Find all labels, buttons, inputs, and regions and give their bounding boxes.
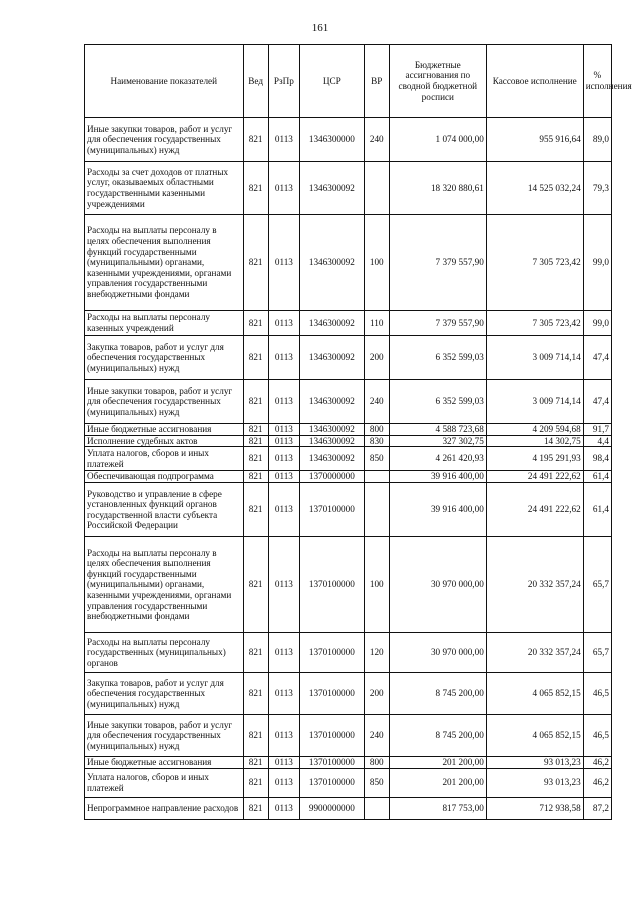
cell-ved: 821 bbox=[243, 380, 268, 424]
cell-cash: 4 065 852,15 bbox=[486, 715, 583, 757]
cell-ved: 821 bbox=[243, 715, 268, 757]
budget-execution-table bbox=[84, 44, 632, 820]
cell-ved: 821 bbox=[243, 336, 268, 380]
cell-budget: 18 320 880,61 bbox=[389, 162, 486, 215]
cell-cash: 3 009 714,14 bbox=[486, 380, 583, 424]
cell-cash: 24 491 222,62 bbox=[486, 483, 583, 537]
cell-cash: 4 065 852,15 bbox=[486, 673, 583, 715]
table-row bbox=[85, 757, 612, 769]
cell-budget: 201 200,00 bbox=[389, 757, 486, 769]
cell-ved: 821 bbox=[243, 471, 268, 483]
cell-cash: 3 009 714,14 bbox=[486, 336, 583, 380]
cell-name: Руководство и управление в сфере установленных функций органов государственной власти субъекта Российской Федерации bbox=[85, 483, 244, 537]
header-name: Наименование показателей bbox=[85, 45, 244, 118]
cell-vr: 240 bbox=[364, 715, 389, 757]
cell-pct: 91,7 bbox=[583, 424, 611, 436]
cell-vr: 120 bbox=[364, 633, 389, 673]
cell-vr bbox=[364, 797, 389, 819]
cell-pct: 65,7 bbox=[583, 633, 611, 673]
cell-budget: 8 745 200,00 bbox=[389, 715, 486, 757]
cell-vr bbox=[364, 471, 389, 483]
cell-csr: 1370100000 bbox=[300, 715, 365, 757]
cell-name: Иные бюджетные ассигнования bbox=[85, 757, 244, 769]
cell-rzpr: 0113 bbox=[268, 768, 299, 797]
cell-name: Уплата налогов, сборов и иных платежей bbox=[85, 768, 244, 797]
cell-cash: 24 491 222,62 bbox=[486, 471, 583, 483]
header-budget: Бюджетные ассигнования по сводной бюджетной росписи bbox=[389, 45, 486, 118]
cell-pct: 61,4 bbox=[583, 471, 611, 483]
table-row bbox=[85, 768, 612, 797]
cell-cash: 14 525 032,24 bbox=[486, 162, 583, 215]
cell-vr: 100 bbox=[364, 215, 389, 311]
cell-name: Исполнение судебных актов bbox=[85, 435, 244, 447]
cell-vr: 100 bbox=[364, 537, 389, 633]
table-row bbox=[85, 380, 612, 424]
cell-csr: 1346300092 bbox=[300, 215, 365, 311]
cell-rzpr: 0113 bbox=[268, 715, 299, 757]
table-row bbox=[85, 447, 612, 471]
cell-name: Расходы на выплаты персоналу в целях обеспечения выполнения функций государственными (муниципальными) органами, казенными учреждениями, органами управления государственными внебюджетными фондами bbox=[85, 215, 244, 311]
cell-cash: 93 013,23 bbox=[486, 768, 583, 797]
table-row bbox=[85, 673, 612, 715]
cell-name: Иные закупки товаров, работ и услуг для обеспечения государственных (муниципальных) нужд bbox=[85, 118, 244, 162]
cell-rzpr: 0113 bbox=[268, 215, 299, 311]
cell-cash: 7 305 723,42 bbox=[486, 215, 583, 311]
cell-name: Иные бюджетные ассигнования bbox=[85, 424, 244, 436]
cell-rzpr: 0113 bbox=[268, 336, 299, 380]
cell-vr: 240 bbox=[364, 118, 389, 162]
cell-rzpr: 0113 bbox=[268, 471, 299, 483]
table-row bbox=[85, 797, 612, 819]
cell-budget: 39 916 400,00 bbox=[389, 471, 486, 483]
cell-ved: 821 bbox=[243, 215, 268, 311]
cell-csr: 1346300092 bbox=[300, 311, 365, 336]
cell-cash: 20 332 357,24 bbox=[486, 537, 583, 633]
cell-name: Расходы на выплаты персоналу казенных учреждений bbox=[85, 311, 244, 336]
cell-csr: 1370100000 bbox=[300, 537, 365, 633]
cell-vr: 850 bbox=[364, 768, 389, 797]
cell-csr: 9900000000 bbox=[300, 797, 365, 819]
cell-name: Закупка товаров, работ и услуг для обеспечения государственных (муниципальных) нужд bbox=[85, 336, 244, 380]
cell-pct: 46,2 bbox=[583, 757, 611, 769]
cell-vr: 200 bbox=[364, 673, 389, 715]
cell-ved: 821 bbox=[243, 757, 268, 769]
table-row bbox=[85, 483, 612, 537]
cell-budget: 817 753,00 bbox=[389, 797, 486, 819]
header-pct: % исполнения bbox=[583, 45, 611, 118]
cell-csr: 1370000000 bbox=[300, 471, 365, 483]
cell-pct: 46,2 bbox=[583, 768, 611, 797]
cell-csr: 1346300092 bbox=[300, 162, 365, 215]
cell-csr: 1346300092 bbox=[300, 336, 365, 380]
cell-rzpr: 0113 bbox=[268, 757, 299, 769]
cell-pct: 46,5 bbox=[583, 715, 611, 757]
cell-pct: 47,4 bbox=[583, 380, 611, 424]
cell-pct: 99,0 bbox=[583, 215, 611, 311]
cell-ved: 821 bbox=[243, 633, 268, 673]
cell-ved: 821 bbox=[243, 162, 268, 215]
cell-ved: 821 bbox=[243, 311, 268, 336]
cell-budget: 7 379 557,90 bbox=[389, 311, 486, 336]
cell-rzpr: 0113 bbox=[268, 435, 299, 447]
cell-rzpr: 0113 bbox=[268, 380, 299, 424]
cell-csr: 1346300092 bbox=[300, 424, 365, 436]
cell-ved: 821 bbox=[243, 768, 268, 797]
header-rzpr: РзПр bbox=[268, 45, 299, 118]
cell-vr: 110 bbox=[364, 311, 389, 336]
cell-ved: 821 bbox=[243, 447, 268, 471]
cell-pct: 65,7 bbox=[583, 537, 611, 633]
cell-cash: 20 332 357,24 bbox=[486, 633, 583, 673]
cell-budget: 327 302,75 bbox=[389, 435, 486, 447]
cell-name: Непрограммное направление расходов bbox=[85, 797, 244, 819]
cell-csr: 1370100000 bbox=[300, 483, 365, 537]
header-vr: ВР bbox=[364, 45, 389, 118]
cell-csr: 1370100000 bbox=[300, 757, 365, 769]
cell-pct: 98,4 bbox=[583, 447, 611, 471]
table-row bbox=[85, 215, 612, 311]
cell-csr: 1346300092 bbox=[300, 380, 365, 424]
cell-ved: 821 bbox=[243, 797, 268, 819]
cell-name: Закупка товаров, работ и услуг для обеспечения государственных (муниципальных) нужд bbox=[85, 673, 244, 715]
cell-cash: 93 013,23 bbox=[486, 757, 583, 769]
cell-name: Иные закупки товаров, работ и услуг для обеспечения государственных (муниципальных) нужд bbox=[85, 380, 244, 424]
cell-budget: 1 074 000,00 bbox=[389, 118, 486, 162]
table-row bbox=[85, 633, 612, 673]
cell-cash: 712 938,58 bbox=[486, 797, 583, 819]
cell-pct: 87,2 bbox=[583, 797, 611, 819]
cell-name: Уплата налогов, сборов и иных платежей bbox=[85, 447, 244, 471]
cell-name: Расходы на выплаты персоналу в целях обеспечения выполнения функций государственными (муниципальными) органами, казенными учреждениями, органами управления государственными внебюджетными фондами bbox=[85, 537, 244, 633]
cell-rzpr: 0113 bbox=[268, 633, 299, 673]
table-row bbox=[85, 162, 612, 215]
cell-ved: 821 bbox=[243, 537, 268, 633]
header-cash: Кассовое исполнение bbox=[486, 45, 583, 118]
cell-pct: 4,4 bbox=[583, 435, 611, 447]
cell-ved: 821 bbox=[243, 483, 268, 537]
table-header-row bbox=[85, 45, 612, 118]
cell-budget: 30 970 000,00 bbox=[389, 633, 486, 673]
cell-ved: 821 bbox=[243, 118, 268, 162]
cell-vr: 850 bbox=[364, 447, 389, 471]
cell-rzpr: 0113 bbox=[268, 797, 299, 819]
cell-rzpr: 0113 bbox=[268, 447, 299, 471]
cell-cash: 14 302,75 bbox=[486, 435, 583, 447]
cell-name: Расходы за счет доходов от платных услуг, оказываемых областными государственными казенными учреждениями bbox=[85, 162, 244, 215]
cell-rzpr: 0113 bbox=[268, 311, 299, 336]
cell-budget: 201 200,00 bbox=[389, 768, 486, 797]
cell-vr: 800 bbox=[364, 424, 389, 436]
cell-name: Расходы на выплаты персоналу государственных (муниципальных) органов bbox=[85, 633, 244, 673]
cell-csr: 1346300092 bbox=[300, 447, 365, 471]
cell-csr: 1346300000 bbox=[300, 118, 365, 162]
cell-rzpr: 0113 bbox=[268, 118, 299, 162]
cell-vr bbox=[364, 483, 389, 537]
cell-budget: 30 970 000,00 bbox=[389, 537, 486, 633]
cell-vr bbox=[364, 162, 389, 215]
cell-rzpr: 0113 bbox=[268, 483, 299, 537]
cell-cash: 7 305 723,42 bbox=[486, 311, 583, 336]
cell-rzpr: 0113 bbox=[268, 162, 299, 215]
cell-vr: 800 bbox=[364, 757, 389, 769]
cell-vr: 830 bbox=[364, 435, 389, 447]
cell-pct: 46,5 bbox=[583, 673, 611, 715]
cell-budget: 8 745 200,00 bbox=[389, 673, 486, 715]
table-row bbox=[85, 471, 612, 483]
cell-cash: 4 195 291,93 bbox=[486, 447, 583, 471]
cell-vr: 240 bbox=[364, 380, 389, 424]
header-ved: Вед bbox=[243, 45, 268, 118]
cell-cash: 4 209 594,68 bbox=[486, 424, 583, 436]
cell-budget: 6 352 599,03 bbox=[389, 380, 486, 424]
table-row bbox=[85, 336, 612, 380]
cell-rzpr: 0113 bbox=[268, 537, 299, 633]
cell-ved: 821 bbox=[243, 435, 268, 447]
cell-ved: 821 bbox=[243, 424, 268, 436]
cell-csr: 1346300092 bbox=[300, 435, 365, 447]
table-row bbox=[85, 715, 612, 757]
table-row bbox=[85, 537, 612, 633]
cell-name: Обеспечивающая подпрограмма bbox=[85, 471, 244, 483]
cell-budget: 4 588 723,68 bbox=[389, 424, 486, 436]
cell-rzpr: 0113 bbox=[268, 424, 299, 436]
cell-rzpr: 0113 bbox=[268, 673, 299, 715]
cell-budget: 39 916 400,00 bbox=[389, 483, 486, 537]
cell-ved: 821 bbox=[243, 673, 268, 715]
cell-vr: 200 bbox=[364, 336, 389, 380]
cell-pct: 47,4 bbox=[583, 336, 611, 380]
cell-csr: 1370100000 bbox=[300, 768, 365, 797]
cell-name: Иные закупки товаров, работ и услуг для обеспечения государственных (муниципальных) нужд bbox=[85, 715, 244, 757]
header-csr: ЦСР bbox=[300, 45, 365, 118]
table-row bbox=[85, 424, 612, 436]
cell-budget: 4 261 420,93 bbox=[389, 447, 486, 471]
cell-csr: 1370100000 bbox=[300, 673, 365, 715]
table-row bbox=[85, 311, 612, 336]
cell-budget: 6 352 599,03 bbox=[389, 336, 486, 380]
table-row bbox=[85, 118, 612, 162]
cell-cash: 955 916,64 bbox=[486, 118, 583, 162]
cell-csr: 1370100000 bbox=[300, 633, 365, 673]
cell-pct: 99,0 bbox=[583, 311, 611, 336]
cell-pct: 61,4 bbox=[583, 483, 611, 537]
table-row bbox=[85, 435, 612, 447]
cell-budget: 7 379 557,90 bbox=[389, 215, 486, 311]
page-number: 161 bbox=[311, 22, 329, 34]
cell-pct: 89,0 bbox=[583, 118, 611, 162]
cell-pct: 79,3 bbox=[583, 162, 611, 215]
